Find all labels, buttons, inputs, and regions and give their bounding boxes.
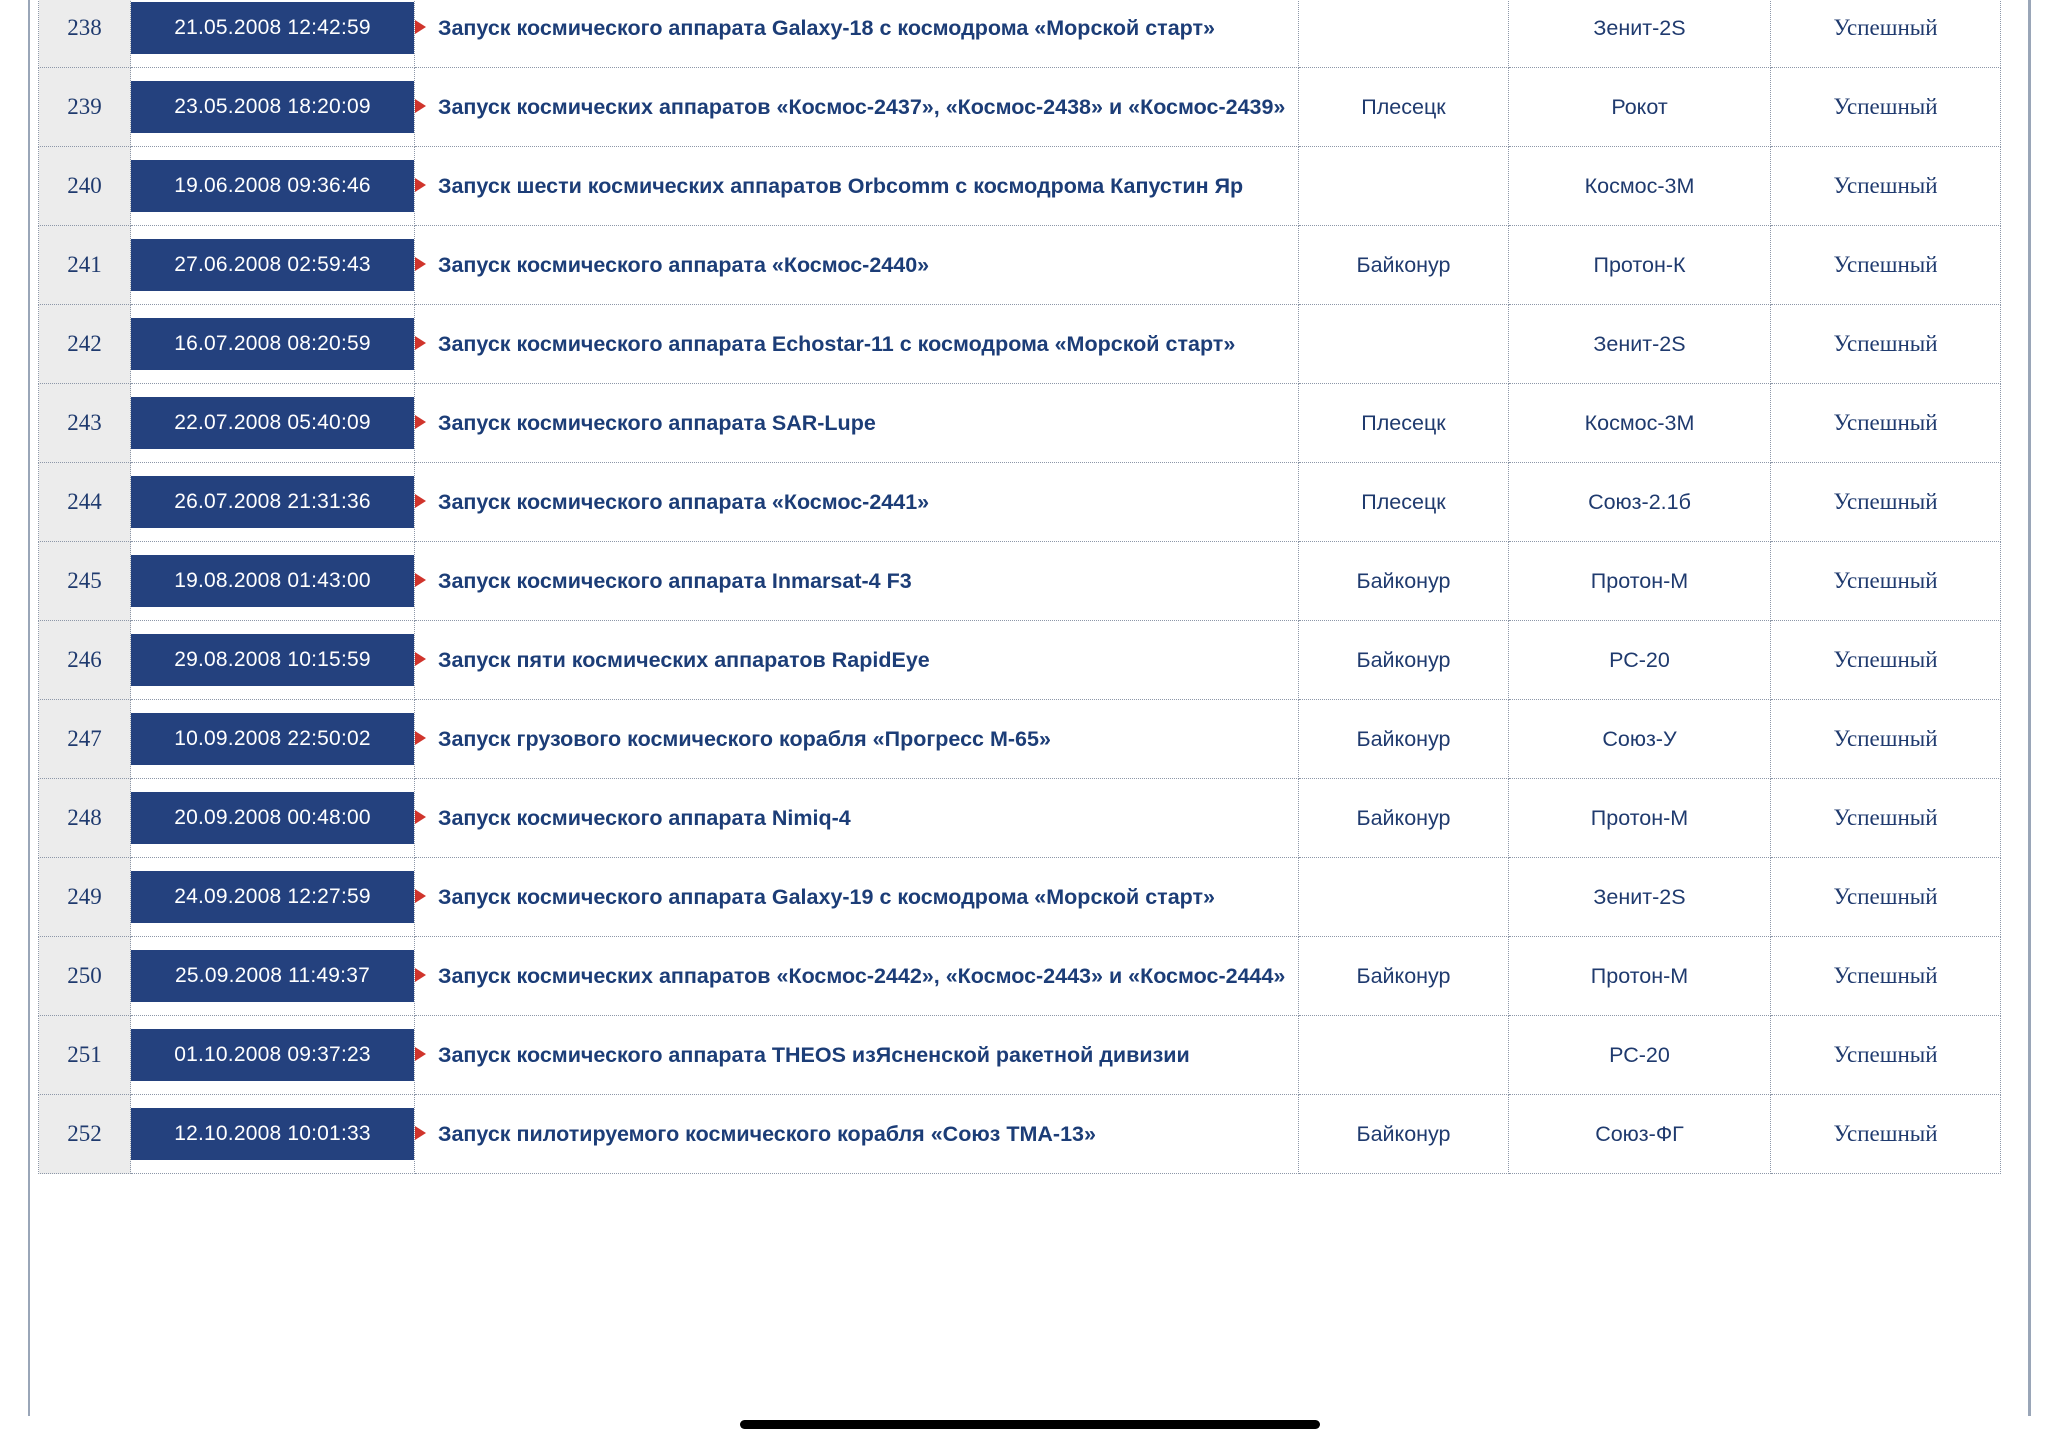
row-launch-site: Байконур [1299, 1095, 1509, 1174]
row-launch-vehicle: РС-20 [1509, 621, 1771, 700]
row-result: Успешный [1771, 700, 2001, 779]
row-datetime-cell [131, 542, 415, 621]
row-result: Успешный [1771, 779, 2001, 858]
row-datetime-cell [131, 384, 415, 463]
table-row [39, 858, 2001, 937]
horizontal-scrollbar[interactable] [0, 1416, 2048, 1434]
row-name-cell[interactable] [415, 305, 1299, 384]
launch-link[interactable]: Запуск пяти космических аппаратов RapidEye [438, 647, 930, 672]
row-number: 251 [39, 1016, 131, 1095]
row-launch-site: Байконур [1299, 542, 1509, 621]
bullet-triangle-icon [415, 573, 426, 587]
row-datetime: 29.08.2008 10:15:59 [131, 634, 414, 686]
row-datetime: 27.06.2008 02:59:43 [131, 239, 414, 291]
row-datetime: 20.09.2008 00:48:00 [131, 792, 414, 844]
bullet-triangle-icon [415, 1047, 426, 1061]
row-launch-site: Плесецк [1299, 463, 1509, 542]
launch-link[interactable]: Запуск космического аппарата Echostar-11 с космодрома «Морской старт» [438, 331, 1236, 356]
row-launch-vehicle: Протон-М [1509, 937, 1771, 1016]
row-datetime: 10.09.2008 22:50:02 [131, 713, 414, 765]
table-row [39, 700, 2001, 779]
row-datetime-cell [131, 700, 415, 779]
row-name-cell[interactable] [415, 779, 1299, 858]
launch-link[interactable]: Запуск космического аппарата «Космос-2440» [438, 252, 930, 277]
row-datetime: 26.07.2008 21:31:36 [131, 476, 414, 528]
table-row [39, 226, 2001, 305]
row-name-inner [415, 408, 1298, 439]
launch-table-container [38, 0, 2023, 1174]
bullet-triangle-icon [415, 968, 426, 982]
row-launch-vehicle: Космос-3М [1509, 147, 1771, 226]
row-launch-site [1299, 305, 1509, 384]
row-launch-vehicle: Космос-3М [1509, 384, 1771, 463]
row-name-cell[interactable] [415, 858, 1299, 937]
row-launch-vehicle: Протон-М [1509, 542, 1771, 621]
row-launch-site [1299, 858, 1509, 937]
row-number: 252 [39, 1095, 131, 1174]
row-name-cell[interactable] [415, 621, 1299, 700]
row-datetime-cell [131, 463, 415, 542]
page-right-border [2028, 0, 2031, 1434]
row-name-inner [415, 1119, 1298, 1150]
row-datetime: 19.06.2008 09:36:46 [131, 160, 414, 212]
launch-link[interactable]: Запуск космических аппаратов «Космос-2437», «Космос-2438» и «Космос-2439» [438, 94, 1286, 119]
row-datetime: 22.07.2008 05:40:09 [131, 397, 414, 449]
row-datetime-cell [131, 937, 415, 1016]
row-launch-vehicle: Протон-М [1509, 779, 1771, 858]
row-launch-vehicle: Союз-2.1б [1509, 463, 1771, 542]
table-row [39, 937, 2001, 1016]
row-launch-site: Плесецк [1299, 384, 1509, 463]
row-datetime-cell [131, 0, 415, 68]
row-datetime: 24.09.2008 12:27:59 [131, 871, 414, 923]
launch-link[interactable]: Запуск космического аппарата Galaxy-19 с космодрома «Морской старт» [438, 884, 1215, 909]
row-datetime: 23.05.2008 18:20:09 [131, 81, 414, 133]
row-launch-site: Байконур [1299, 700, 1509, 779]
row-datetime: 01.10.2008 09:37:23 [131, 1029, 414, 1081]
row-name-inner [415, 487, 1298, 518]
row-datetime-cell [131, 858, 415, 937]
row-name-cell[interactable] [415, 68, 1299, 147]
row-number: 248 [39, 779, 131, 858]
table-row [39, 542, 2001, 621]
row-number: 245 [39, 542, 131, 621]
row-datetime: 19.08.2008 01:43:00 [131, 555, 414, 607]
scrollbar-thumb[interactable] [740, 1420, 1320, 1429]
bullet-triangle-icon [415, 99, 426, 113]
row-number: 241 [39, 226, 131, 305]
bullet-triangle-icon [415, 494, 426, 508]
row-number: 239 [39, 68, 131, 147]
row-launch-vehicle: Зенит-2S [1509, 0, 1771, 68]
row-launch-vehicle: Зенит-2S [1509, 305, 1771, 384]
bullet-triangle-icon [415, 178, 426, 192]
row-result: Успешный [1771, 68, 2001, 147]
row-launch-vehicle: Протон-К [1509, 226, 1771, 305]
row-number: 243 [39, 384, 131, 463]
row-number: 242 [39, 305, 131, 384]
bullet-triangle-icon [415, 810, 426, 824]
table-row [39, 1016, 2001, 1095]
page-left-border [28, 0, 30, 1434]
row-name-inner [415, 803, 1298, 834]
bullet-triangle-icon [415, 889, 426, 903]
bullet-triangle-icon [415, 257, 426, 271]
table-row [39, 68, 2001, 147]
row-datetime: 21.05.2008 12:42:59 [131, 2, 414, 54]
row-name-inner [415, 1040, 1298, 1071]
row-result: Успешный [1771, 542, 2001, 621]
bullet-triangle-icon [415, 652, 426, 666]
row-number: 238 [39, 0, 131, 68]
row-name-inner [415, 171, 1298, 202]
row-datetime-cell [131, 779, 415, 858]
table-row [39, 463, 2001, 542]
row-name-cell[interactable] [415, 463, 1299, 542]
bullet-triangle-icon [415, 336, 426, 350]
row-datetime: 16.07.2008 08:20:59 [131, 318, 414, 370]
table-row [39, 1095, 2001, 1174]
row-name-inner [415, 92, 1298, 123]
row-result: Успешный [1771, 147, 2001, 226]
bullet-triangle-icon [415, 731, 426, 745]
row-launch-vehicle: РС-20 [1509, 1016, 1771, 1095]
row-name-inner [415, 724, 1298, 755]
row-name-cell[interactable] [415, 937, 1299, 1016]
row-number: 249 [39, 858, 131, 937]
row-launch-vehicle: Союз-ФГ [1509, 1095, 1771, 1174]
row-name-inner [415, 566, 1298, 597]
row-datetime-cell [131, 147, 415, 226]
row-result: Успешный [1771, 1095, 2001, 1174]
launch-link[interactable]: Запуск космического аппарата Inmarsat-4 F3 [438, 568, 912, 593]
row-name-inner [415, 882, 1298, 913]
row-result: Успешный [1771, 305, 2001, 384]
launch-link[interactable]: Запуск космического аппарата «Космос-2441» [438, 489, 930, 514]
row-number: 247 [39, 700, 131, 779]
table-row [39, 779, 2001, 858]
row-result: Успешный [1771, 0, 2001, 68]
row-launch-vehicle: Зенит-2S [1509, 858, 1771, 937]
row-datetime-cell [131, 305, 415, 384]
row-launch-site: Байконур [1299, 226, 1509, 305]
row-name-inner [415, 13, 1298, 44]
row-launch-site [1299, 0, 1509, 68]
row-name-inner [415, 645, 1298, 676]
table-row [39, 305, 2001, 384]
row-datetime-cell [131, 1095, 415, 1174]
launch-link[interactable]: Запуск шести космических аппаратов Orbcomm с космодрома Капустин Яр [438, 173, 1244, 198]
launch-link[interactable]: Запуск космического аппарата SAR-Lupe [438, 410, 876, 435]
row-name-cell[interactable] [415, 542, 1299, 621]
row-result: Успешный [1771, 937, 2001, 1016]
row-name-cell[interactable] [415, 384, 1299, 463]
row-launch-site [1299, 1016, 1509, 1095]
bullet-triangle-icon [415, 415, 426, 429]
row-result: Успешный [1771, 621, 2001, 700]
table-row [39, 621, 2001, 700]
launch-link[interactable]: Запуск космического аппарата Galaxy-18 с космодрома «Морской старт» [438, 15, 1215, 40]
row-datetime-cell [131, 1016, 415, 1095]
bullet-triangle-icon [415, 20, 426, 34]
row-datetime-cell [131, 621, 415, 700]
row-name-cell[interactable] [415, 0, 1299, 68]
row-datetime: 25.09.2008 11:49:37 [131, 950, 414, 1002]
bullet-triangle-icon [415, 1126, 426, 1140]
row-number: 244 [39, 463, 131, 542]
row-name-cell[interactable] [415, 226, 1299, 305]
launch-table-body [39, 0, 2001, 1174]
row-name-inner [415, 961, 1298, 992]
launch-link[interactable]: Запуск космического аппарата Nimiq-4 [438, 805, 851, 830]
launch-table [38, 0, 2001, 1174]
table-row [39, 384, 2001, 463]
row-result: Успешный [1771, 1016, 2001, 1095]
row-launch-site: Байконур [1299, 621, 1509, 700]
row-result: Успешный [1771, 463, 2001, 542]
row-launch-vehicle: Рокот [1509, 68, 1771, 147]
row-datetime-cell [131, 226, 415, 305]
row-result: Успешный [1771, 384, 2001, 463]
launch-link[interactable]: Запуск космических аппаратов «Космос-2442», «Космос-2443» и «Космос-2444» [438, 963, 1286, 988]
row-launch-site: Плесецк [1299, 68, 1509, 147]
row-name-cell[interactable] [415, 1016, 1299, 1095]
launch-link[interactable]: Запуск грузового космического корабля «Прогресс М-65» [438, 726, 1051, 751]
row-datetime: 12.10.2008 10:01:33 [131, 1108, 414, 1160]
row-result: Успешный [1771, 858, 2001, 937]
row-launch-site [1299, 147, 1509, 226]
table-row [39, 147, 2001, 226]
row-launch-vehicle: Союз-У [1509, 700, 1771, 779]
row-name-cell[interactable] [415, 147, 1299, 226]
row-name-cell[interactable] [415, 1095, 1299, 1174]
launch-link[interactable]: Запуск космического аппарата THEOS изЯсненской ракетной дивизии [438, 1042, 1190, 1067]
row-number: 246 [39, 621, 131, 700]
row-number: 240 [39, 147, 131, 226]
table-row [39, 0, 2001, 68]
row-launch-site: Байконур [1299, 937, 1509, 1016]
row-name-cell[interactable] [415, 700, 1299, 779]
launch-link[interactable]: Запуск пилотируемого космического корабля «Союз ТМА-13» [438, 1121, 1096, 1146]
row-number: 250 [39, 937, 131, 1016]
row-name-inner [415, 329, 1298, 360]
row-result: Успешный [1771, 226, 2001, 305]
row-name-inner [415, 250, 1298, 281]
row-launch-site: Байконур [1299, 779, 1509, 858]
row-datetime-cell [131, 68, 415, 147]
